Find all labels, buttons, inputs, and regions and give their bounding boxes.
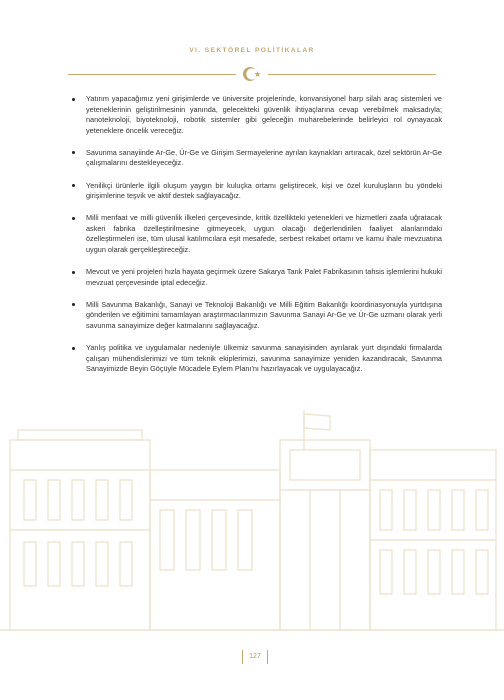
list-item: Yatırım yapacağımız yeni girişimlerde ve üniversite projelerinde, konvansiyonel harp silah araç sistemleri ve yeteneklerinin geliştirilmesinin yanında, gelecekteki güvenlik ihtiyaçlarına cevap verebilmek maksadıyla; nanoteknoloji, biyoteknoloji, robotik sistemler gibi geleceğin muharebelerinde belirleyici rol oynayacak yeteneklere öncelik vereceğiz. [72, 94, 442, 136]
list-item: Milli Savunma Bakanlığı, Sanayi ve Teknoloji Bakanlığı ve Milli Eğitim Bakanlığı koordinasyonuyla yurtdışına gönderilen ve eğitimini tamamlayan araştırmacılarımızın Savunma Sanayi Ar-Ge ve Ür-Ge uzmanı olarak yerli savunma sanayimize değer katmalarını sağlayacağız. [72, 300, 442, 332]
policy-list [72, 94, 442, 386]
parliament-building-illustration [0, 410, 504, 640]
header-rule-right [268, 74, 436, 75]
list-item: Savunma sanayiinde Ar-Ge, Ür-Ge ve Girişim Sermayelerine ayrılan kaynakları artıracak, özel sektörün Ar-Ge çalışmalarını destekleyeceğiz. [72, 148, 442, 169]
header-rule-left [68, 74, 236, 75]
page-number: 127 [242, 650, 268, 664]
list-item: Yanlış politika ve uygulamalar nedeniyle ülkemiz savunma sanayisinden ayrılarak yurt dışındaki firmalarda çalışan mühendislerimizi ve tüm teknik ekiplerimizi, savunma sanayimize yeniden kazandıracak, Savunma Sanayimizde Beyin Göçüyle Mücadele Eylem Planı'nı hazırlayacak ve uygulayacağız. [72, 343, 442, 375]
section-title: VI. SEKTÖREL POLİTİKALAR [189, 47, 315, 54]
list-item: Mevcut ve yeni projeleri hızla hayata geçirmek üzere Sakarya Tank Palet Fabrikasının tahsis işlemlerini hukuki mevzuat çerçevesinde iptal edeceğiz. [72, 267, 442, 288]
list-item: Yenilikçi ürünlerle ilgili oluşum yaygın bir kuluçka ortamı geliştirecek, kişi ve özel kuruluşların bu yöndeki girişimlerine teşvik ve aktif destek sağlayacağız. [72, 181, 442, 202]
crescent-star-icon [241, 64, 263, 84]
list-item: Milli menfaat ve milli güvenlik ilkeleri çerçevesinde, kritik özellikteki yetenekleri ve hizmetleri zaafa uğratacak askeri fabrika özelleştirilmesine gitmeyecek, uygun olacağı değerlendirilen faaliyet alanlarındaki özelleştirmeleri ise, tüm ulusal katılımcılara eşit mesafede, serbest rekabet ortamı ve kamu ihale mevzuatına uygun olarak gerçekleştireceğiz. [72, 213, 442, 255]
